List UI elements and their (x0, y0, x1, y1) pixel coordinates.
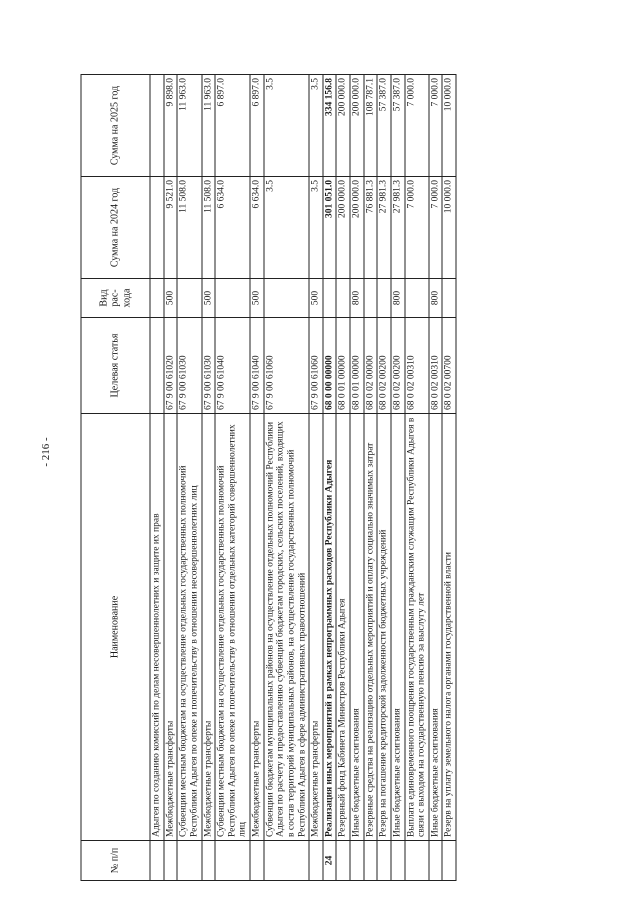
row-number-cell: 24 (323, 841, 337, 881)
table-row (442, 75, 456, 881)
row-name-cell: Субвенции местным бюджетам на осуществление отдельных государственных полномочий Республики Адыгея по опеке и попечительству в отношении несовершеннолетних лиц (177, 414, 201, 841)
row-number-cell (264, 841, 310, 881)
row-target-article-cell: 67 9 00 61040 (215, 318, 250, 414)
row-name-cell: Резерв на погашение кредиторской задолженности бюджетных учреждений (377, 414, 391, 841)
row-number-cell (364, 841, 378, 881)
row-number-cell (164, 841, 178, 881)
row-target-article-cell: 67 9 00 61030 (177, 318, 201, 414)
row-target-article-cell: 68 0 02 00310 (429, 318, 443, 414)
header-sum-2024: Сумма на 2024 год (81, 177, 150, 279)
row-sum-2025-cell: 3.5 (264, 75, 310, 177)
row-sum-2024-cell: 3.5 (264, 177, 310, 279)
table-row (336, 75, 350, 881)
row-number-cell (377, 841, 391, 881)
row-expense-type-cell (336, 279, 350, 318)
row-sum-2025-cell: 57 387.0 (377, 75, 391, 177)
row-target-article-cell: 67 9 00 61040 (250, 318, 264, 414)
row-sum-2025-cell: 200 000.0 (350, 75, 364, 177)
row-sum-2025-cell: 334 156.8 (323, 75, 337, 177)
row-number-cell (350, 841, 364, 881)
table-header (81, 75, 150, 881)
row-number-cell (150, 841, 164, 881)
row-target-article-cell: 68 0 02 00700 (442, 318, 456, 414)
row-expense-type-cell (364, 279, 378, 318)
table-row (250, 75, 264, 881)
row-expense-type-cell (442, 279, 456, 318)
table-row (429, 75, 443, 881)
row-sum-2025-cell: 11 963.0 (202, 75, 216, 177)
row-target-article-cell (150, 318, 164, 414)
table-body (150, 75, 456, 881)
table-row (364, 75, 378, 881)
row-number-cell (202, 841, 216, 881)
table-row (150, 75, 164, 881)
row-name-cell: Субвенции местным бюджетам на осуществление отдельных государственных полномочий Республики Адыгея по опеке и попечительству в отношении отдельных категорий совершеннолетних лиц (215, 414, 250, 841)
row-sum-2025-cell: 3.5 (309, 75, 323, 177)
row-sum-2024-cell (150, 177, 164, 279)
row-expense-type-cell (405, 279, 429, 318)
row-expense-type-cell: 800 (350, 279, 364, 318)
row-sum-2025-cell: 6 897.0 (250, 75, 264, 177)
row-sum-2024-cell: 7 000.0 (429, 177, 443, 279)
rotated-page-content (81, 75, 560, 881)
row-target-article-cell: 68 0 02 00200 (377, 318, 391, 414)
table-row (264, 75, 310, 881)
row-sum-2025-cell: 9 898.0 (164, 75, 178, 177)
row-sum-2025-cell: 57 387.0 (391, 75, 405, 177)
row-name-cell: Резервный фонд Кабинета Министров Республики Адыгея (336, 414, 350, 841)
row-number-cell (177, 841, 201, 881)
row-sum-2025-cell: 10 000.0 (442, 75, 456, 177)
row-sum-2024-cell: 27 981.3 (391, 177, 405, 279)
row-name-cell: Реализация иных мероприятий в рамках непрограммных расходов Республики Адыгея (323, 414, 337, 841)
row-target-article-cell: 68 0 02 00000 (364, 318, 378, 414)
row-sum-2024-cell: 200 000.0 (336, 177, 350, 279)
row-sum-2024-cell: 200 000.0 (350, 177, 364, 279)
row-sum-2024-cell: 301 051.0 (323, 177, 337, 279)
row-expense-type-cell (177, 279, 201, 318)
row-sum-2024-cell: 3.5 (309, 177, 323, 279)
row-sum-2024-cell: 6 634.0 (250, 177, 264, 279)
row-expense-type-cell (264, 279, 310, 318)
row-number-cell (442, 841, 456, 881)
row-target-article-cell: 68 0 01 00000 (336, 318, 350, 414)
row-number-cell (309, 841, 323, 881)
row-name-cell: Иные бюджетные ассигнования (391, 414, 405, 841)
row-expense-type-cell (377, 279, 391, 318)
header-name: Наименование (81, 414, 150, 841)
row-name-cell: Субвенции бюджетам муниципальных районов на осуществление отдельных полномочий Республики Адыгея по расчету и предоставлению субвенций бюджетам городских, сельских поселений, входящих в состав территорий муниципальных районов, на осуществление государственных полномочий Республики Адыгея в сфере административных правоотношений (264, 414, 310, 841)
row-target-article-cell: 67 9 00 61060 (309, 318, 323, 414)
row-number-cell (336, 841, 350, 881)
header-num: № п/п (81, 841, 150, 881)
row-sum-2024-cell: 10 000.0 (442, 177, 456, 279)
header-vid: Вид рас-хода (81, 279, 150, 318)
table-row (309, 75, 323, 881)
table-row (377, 75, 391, 881)
row-sum-2025-cell: 7 000.0 (429, 75, 443, 177)
row-target-article-cell: 68 0 02 00310 (405, 318, 429, 414)
row-name-cell: Иные бюджетные ассигнования (429, 414, 443, 841)
row-sum-2025-cell: 6 897.0 (215, 75, 250, 177)
row-sum-2024-cell: 7 000.0 (405, 177, 429, 279)
row-name-cell: Адыгея по созданию комиссий по делам несовершеннолетних и защите их прав (150, 414, 164, 841)
row-name-cell: Межбюджетные трансферты (250, 414, 264, 841)
row-expense-type-cell: 500 (202, 279, 216, 318)
table-row (177, 75, 201, 881)
budget-table (81, 74, 457, 881)
row-name-cell: Выплата единовременного поощрения государственным гражданским служащим Республики Адыгея в связи с выходом на государственную пенсию за выслугу лет (405, 414, 429, 841)
page-number-text: - 216 - (40, 437, 52, 467)
table-row (323, 75, 337, 881)
row-name-cell: Межбюджетные трансферты (164, 414, 178, 841)
row-sum-2024-cell: 76 881.3 (364, 177, 378, 279)
table-row (405, 75, 429, 881)
row-number-cell (215, 841, 250, 881)
table-row (350, 75, 364, 881)
row-sum-2025-cell: 108 787.1 (364, 75, 378, 177)
row-expense-type-cell (150, 279, 164, 318)
row-expense-type-cell: 500 (250, 279, 264, 318)
row-number-cell (429, 841, 443, 881)
row-sum-2024-cell: 9 521.0 (164, 177, 178, 279)
table-row (391, 75, 405, 881)
row-name-cell: Резервные средства на реализацию отдельных мероприятий и оплату социально значимых затрат (364, 414, 378, 841)
row-name-cell: Иные бюджетные ассигнования (350, 414, 364, 841)
row-expense-type-cell (215, 279, 250, 318)
row-sum-2025-cell (150, 75, 164, 177)
row-number-cell (391, 841, 405, 881)
table-row (215, 75, 250, 881)
row-target-article-cell: 67 9 00 61020 (164, 318, 178, 414)
row-number-cell (250, 841, 264, 881)
row-expense-type-cell: 500 (309, 279, 323, 318)
row-expense-type-cell: 500 (164, 279, 178, 318)
row-sum-2024-cell: 6 634.0 (215, 177, 250, 279)
header-sum-2025: Сумма на 2025 год (81, 75, 150, 177)
row-name-cell: Резерв на уплату земельного налога органами государственной власти (442, 414, 456, 841)
row-target-article-cell: 68 0 00 00000 (323, 318, 337, 414)
table-row (164, 75, 178, 881)
row-expense-type-cell: 800 (429, 279, 443, 318)
row-target-article-cell: 67 9 00 61030 (202, 318, 216, 414)
row-target-article-cell: 67 9 00 61060 (264, 318, 310, 414)
header-code: Целевая статья (81, 318, 150, 414)
row-target-article-cell: 68 0 01 00000 (350, 318, 364, 414)
row-sum-2024-cell: 11 508.0 (202, 177, 216, 279)
row-sum-2025-cell: 200 000.0 (336, 75, 350, 177)
row-sum-2025-cell: 7 000.0 (405, 75, 429, 177)
row-sum-2024-cell: 11 508.0 (177, 177, 201, 279)
row-sum-2025-cell: 11 963.0 (177, 75, 201, 177)
row-name-cell: Межбюджетные трансферты (202, 414, 216, 841)
row-expense-type-cell: 800 (391, 279, 405, 318)
row-number-cell (405, 841, 429, 881)
table-row (202, 75, 216, 881)
row-expense-type-cell (323, 279, 337, 318)
row-sum-2024-cell: 27 981.3 (377, 177, 391, 279)
row-name-cell: Межбюджетные трансферты (309, 414, 323, 841)
row-target-article-cell: 68 0 02 00200 (391, 318, 405, 414)
